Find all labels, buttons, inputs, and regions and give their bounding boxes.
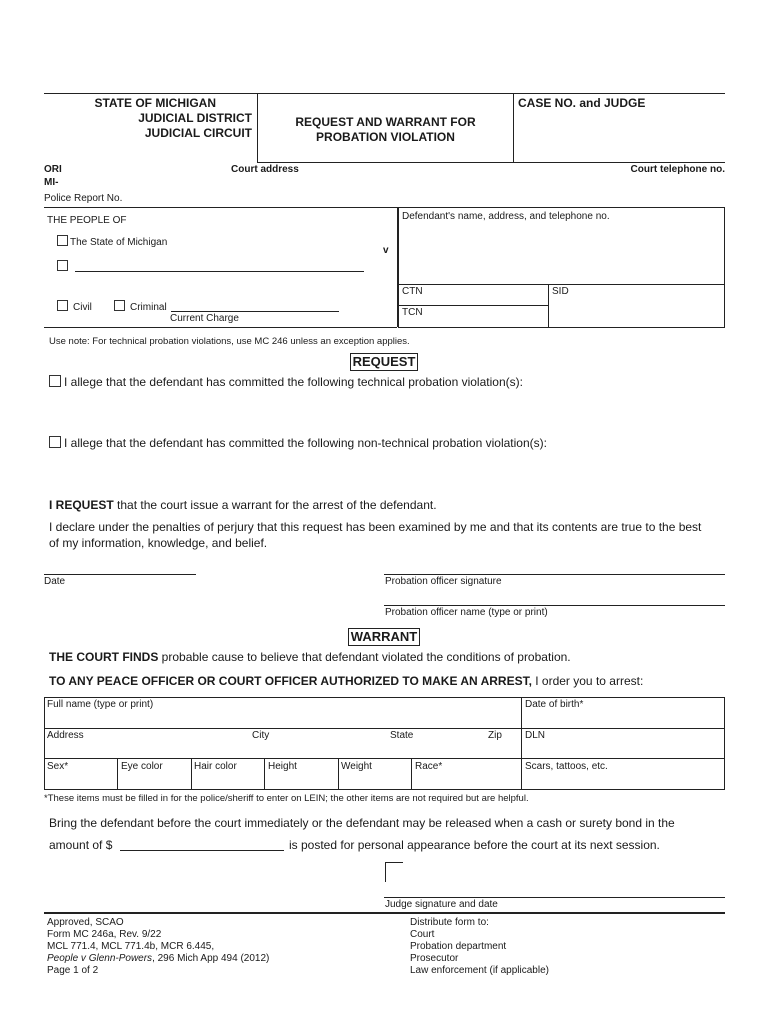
case-citation-rest: , 296 Mich App 494 (2012) <box>152 953 270 964</box>
grid-row-rule-1 <box>44 728 725 729</box>
court-telephone-label: Court telephone no. <box>630 164 725 175</box>
officer-signature-label: Probation officer signature <box>385 576 502 587</box>
weight-label[interactable]: Weight <box>341 761 372 772</box>
officer-name-label: Probation officer name (type or print) <box>385 607 548 618</box>
judicial-district-label: JUDICIAL DISTRICT <box>138 111 252 125</box>
nontechnical-violation-text: I allege that the defendant has committed the following non-technical probation violation(s): <box>64 436 547 450</box>
approved-label: Approved, SCAO <box>47 917 124 928</box>
date-field[interactable] <box>44 574 196 575</box>
request-statement <box>49 498 437 512</box>
address-label[interactable]: Address <box>47 730 84 741</box>
form-number: Form MC 246a, Rev. 9/22 <box>47 929 162 940</box>
date-label: Date <box>44 576 66 587</box>
hair-color-label[interactable]: Hair color <box>194 761 237 772</box>
bring-defendant-line1: Bring the defendant before the court immediately or the defendant may be released when a cash or surety bond in the <box>49 816 675 830</box>
judicial-circuit-label: JUDICIAL CIRCUIT <box>144 126 252 140</box>
judge-signature-field[interactable] <box>384 897 725 898</box>
state-of-michigan-checkbox[interactable] <box>57 235 68 246</box>
distribute-label: Distribute form to: <box>410 917 489 928</box>
defendant-box[interactable] <box>398 207 725 328</box>
distribute-law-enforcement: Law enforcement (if applicable) <box>410 965 549 976</box>
people-box-bottom <box>44 327 397 328</box>
sex-label[interactable]: Sex* <box>47 761 69 772</box>
race-label[interactable]: Race* <box>415 761 443 772</box>
declaration-line1: I declare under the penalties of perjury that this request has been examined by me and that its contents are true to the best <box>49 520 702 534</box>
state-of-michigan-label: The State of Michigan <box>70 237 168 248</box>
case-no-label: CASE NO. and JUDGE <box>518 96 646 110</box>
header-bottom-rule <box>257 162 725 163</box>
defendant-details-grid <box>44 697 725 790</box>
seal-corner-top <box>385 862 403 863</box>
eye-color-label[interactable]: Eye color <box>121 761 163 772</box>
mi-label: MI- <box>44 177 59 188</box>
height-label[interactable]: Height <box>268 761 297 772</box>
request-statement-bold: I REQUEST <box>49 498 114 512</box>
mcl-citation: MCL 771.4, MCL 771.4b, MCR 6.445, <box>47 941 215 952</box>
police-report-label: Police Report No. <box>44 193 123 204</box>
criminal-label: Criminal <box>130 302 167 313</box>
state-name: STATE OF MICHIGAN <box>94 96 216 110</box>
declaration-line2: of my information, knowledge, and belief. <box>49 536 268 550</box>
civil-checkbox[interactable] <box>57 300 68 311</box>
case-citation <box>47 953 269 964</box>
technical-violation-checkbox[interactable] <box>49 375 61 387</box>
city-label: City <box>252 730 270 741</box>
other-plaintiff-field[interactable] <box>75 271 364 272</box>
case-citation-name: People v Glenn-Powers <box>47 953 153 964</box>
people-of-label: THE PEOPLE OF <box>47 215 127 226</box>
other-plaintiff-checkbox[interactable] <box>57 260 68 271</box>
ctn-sid-divider <box>548 284 549 327</box>
form-title-line1: REQUEST AND WARRANT FOR <box>295 115 476 129</box>
amount-suffix: is posted for personal appearance before the court at its next session. <box>289 838 660 852</box>
grid-col-height <box>338 758 339 790</box>
ctn-label: CTN <box>402 286 423 297</box>
form-title-line2: PROBATION VIOLATION <box>316 130 455 144</box>
distribute-probation: Probation department <box>410 941 507 952</box>
defendant-label: Defendant's name, address, and telephone no. <box>402 211 610 222</box>
request-heading: REQUEST <box>352 354 416 369</box>
sid-label: SID <box>552 286 569 297</box>
officer-signature-field[interactable] <box>384 574 725 575</box>
criminal-checkbox[interactable] <box>114 300 125 311</box>
officer-name-field[interactable] <box>384 605 725 606</box>
page-number: Page 1 of 2 <box>47 965 99 976</box>
grid-col-sex <box>117 758 118 790</box>
nontechnical-violation-checkbox[interactable] <box>49 436 61 448</box>
header-divider-2 <box>513 93 514 162</box>
arrest-order-bold: TO ANY PEACE OFFICER OR COURT OFFICER AUTHORIZED TO MAKE AN ARREST, <box>49 674 532 688</box>
amount-prefix: amount of $ <box>49 838 113 852</box>
scars-label[interactable]: Scars, tattoos, etc. <box>525 761 608 772</box>
technical-violation-text: I allege that the defendant has committed the following technical probation violation(s): <box>64 375 523 389</box>
distribute-prosecutor: Prosecutor <box>410 953 459 964</box>
civil-label: Civil <box>73 302 92 313</box>
versus-label: v <box>383 245 389 256</box>
court-address-label: Court address <box>231 164 299 175</box>
grid-col-weight <box>411 758 412 790</box>
warrant-heading: WARRANT <box>350 629 418 644</box>
grid-col-eye <box>191 758 192 790</box>
dln-label[interactable]: DLN <box>525 730 546 741</box>
use-note: Use note: For technical probation violations, use MC 246 unless an exception applies. <box>49 336 410 347</box>
zip-label: Zip <box>488 730 502 741</box>
seal-corner-left <box>385 862 386 882</box>
footer-rule <box>44 912 725 914</box>
lein-footnote: *These items must be filled in for the police/sheriff to enter on LEIN; the other items are not required but are helpful. <box>44 793 529 804</box>
header-top-rule <box>44 93 725 94</box>
state-label: State <box>390 730 414 741</box>
grid-col-right <box>521 697 522 790</box>
grid-col-hair <box>264 758 265 790</box>
tcn-label: TCN <box>402 307 423 318</box>
ori-label: ORI <box>44 164 62 175</box>
tcn-top-rule <box>398 305 548 306</box>
request-statement-rest: that the court issue a warrant for the arrest of the defendant. <box>113 498 437 512</box>
distribute-court: Court <box>410 929 435 940</box>
full-name-label[interactable]: Full name (type or print) <box>47 699 154 710</box>
arrest-order-rest: I order you to arrest: <box>531 674 644 688</box>
judge-signature-label: Judge signature and date <box>385 899 498 910</box>
court-finds-statement <box>49 650 571 664</box>
bond-amount-field[interactable] <box>120 850 284 851</box>
current-charge-label: Current Charge <box>170 313 239 324</box>
court-finds-bold: THE COURT FINDS <box>49 650 159 664</box>
current-charge-field[interactable] <box>171 311 339 312</box>
court-finds-rest: probable cause to believe that defendant violated the conditions of probation. <box>158 650 571 664</box>
dob-label[interactable]: Date of birth* <box>525 699 584 710</box>
arrest-order-statement <box>49 674 643 688</box>
ctn-top-rule <box>398 284 725 285</box>
grid-row-rule-2 <box>44 758 725 759</box>
